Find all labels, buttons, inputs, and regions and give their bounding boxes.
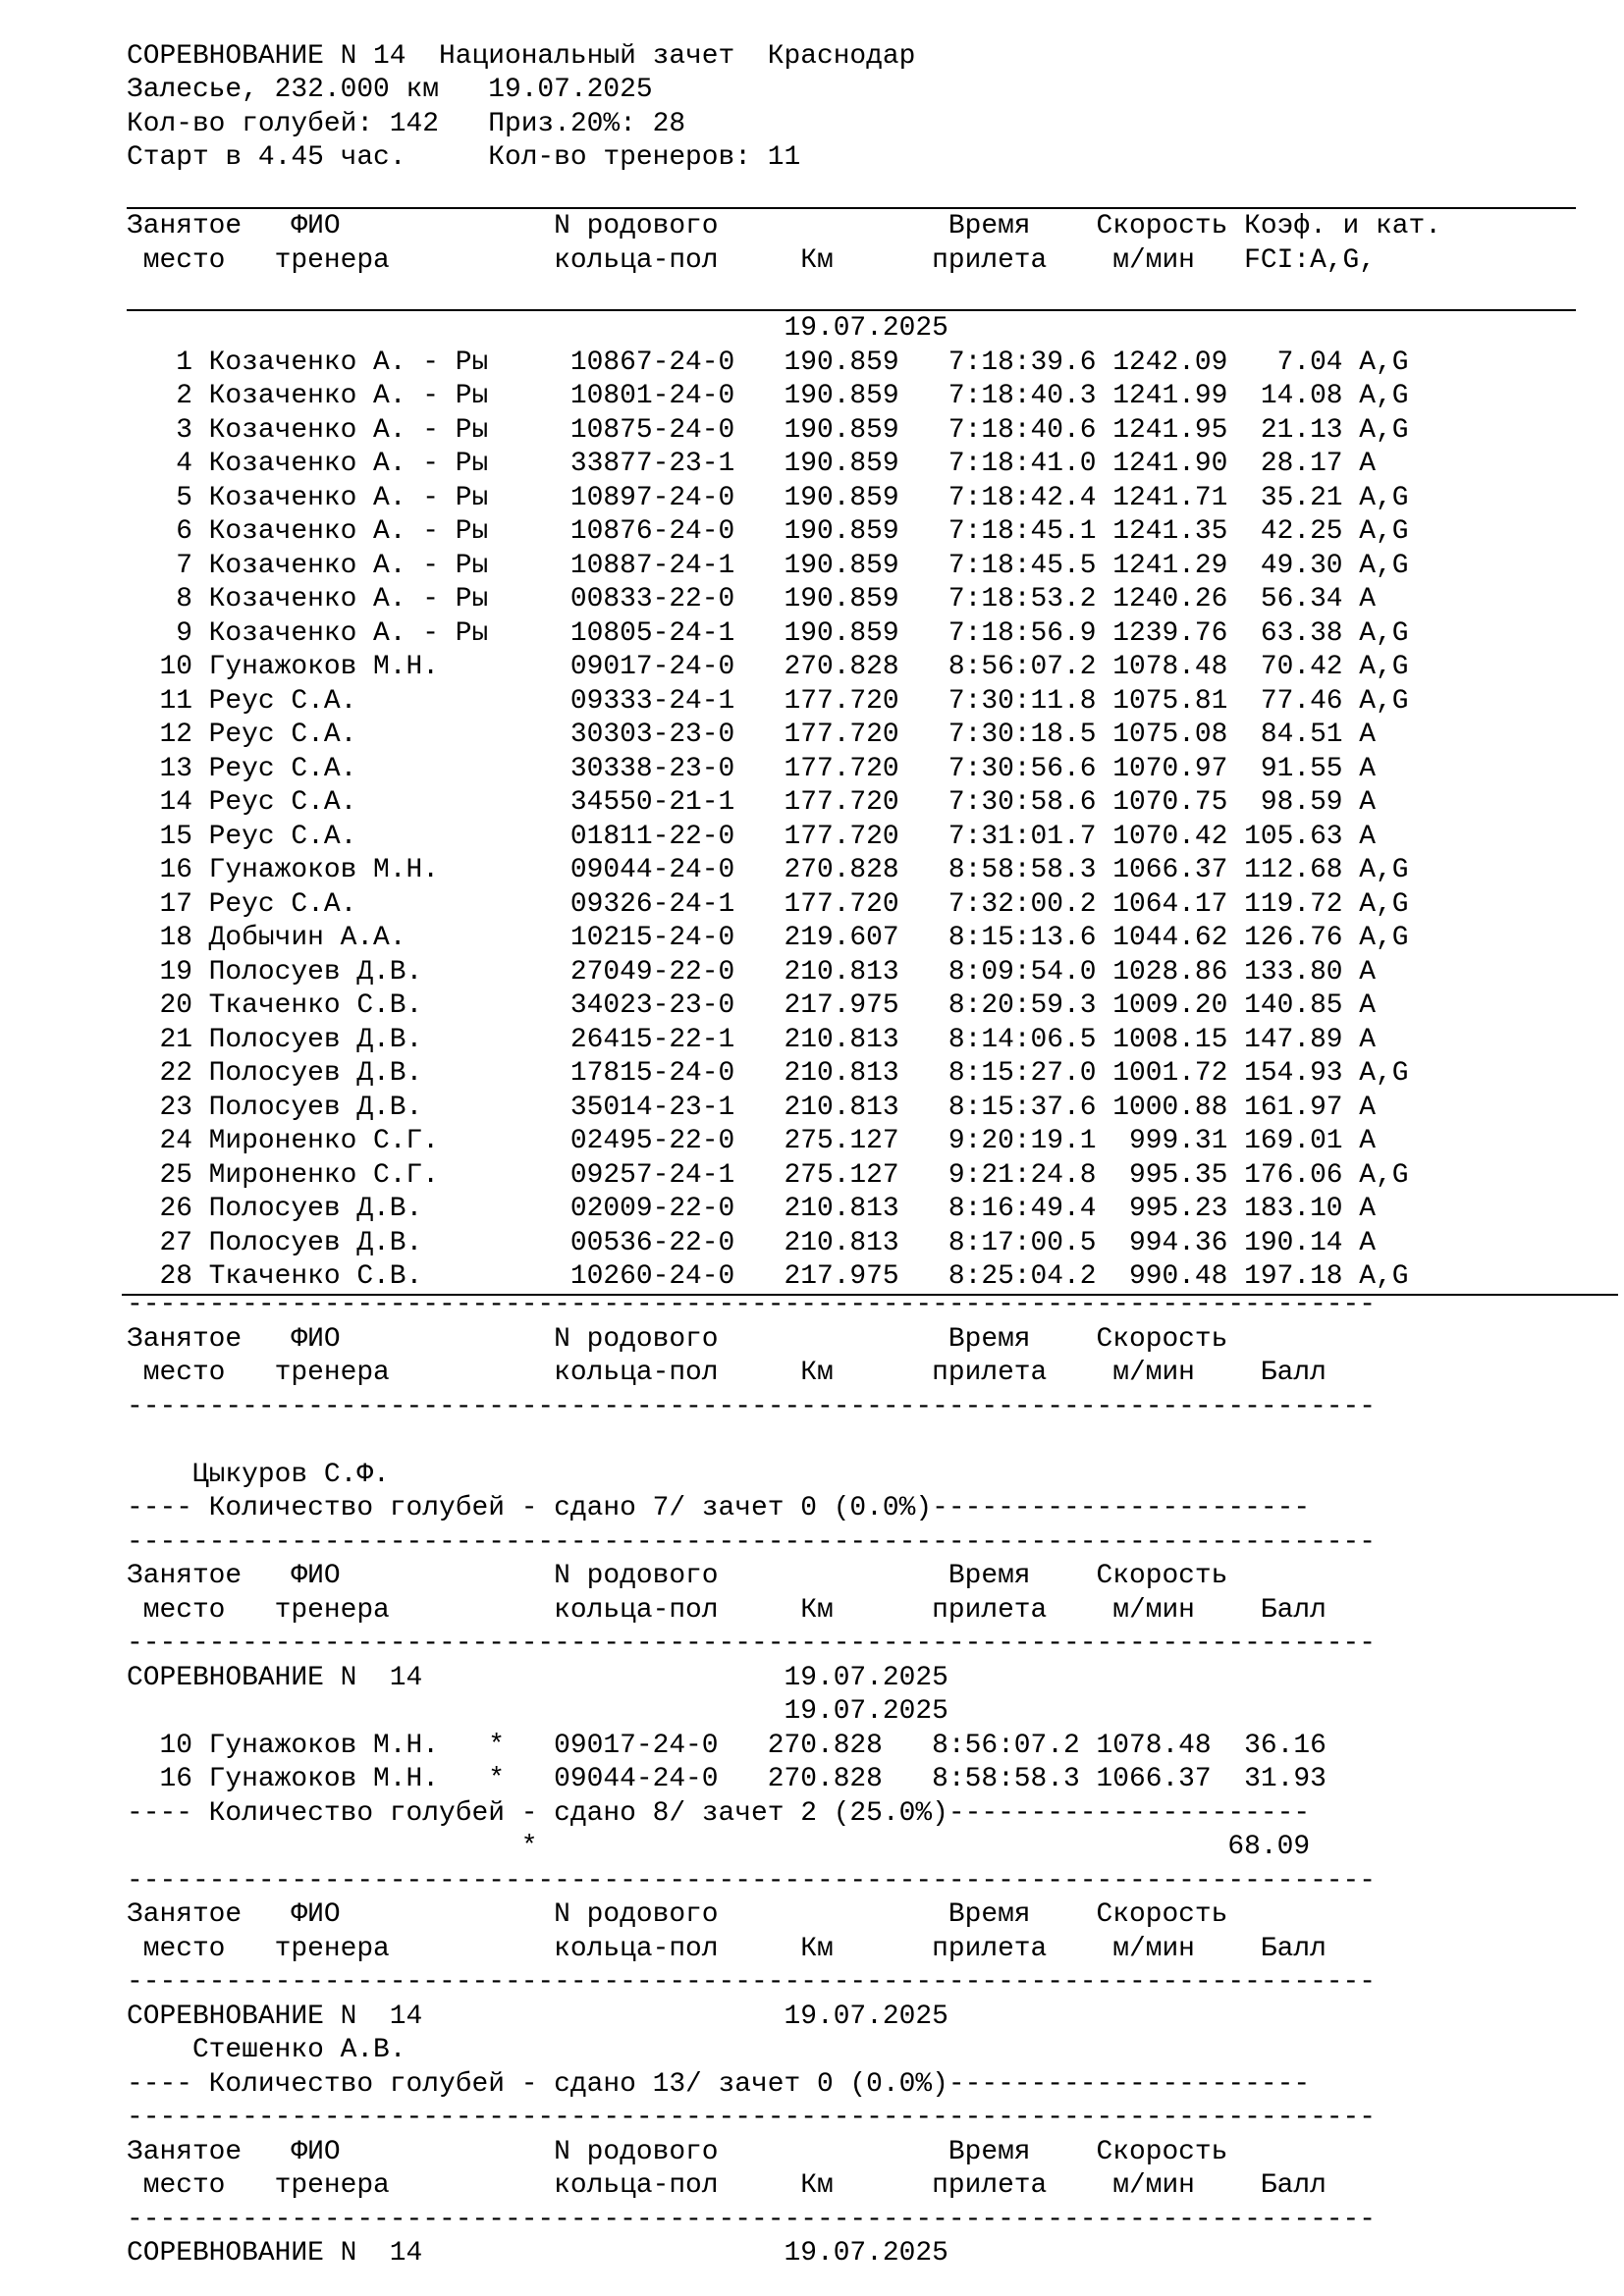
result-row: 4 Козаченко А. - Ры 33877-23-1 190.859 7:18:41.0 1241.90 28.17 A <box>127 449 1377 479</box>
result-row: 24 Мироненко С.Г. 02495-22-0 275.127 9:20:19.1 999.31 169.01 A <box>127 1126 1377 1156</box>
result-row: 6 Козаченко А. - Ры 10876-24-0 190.859 7:18:45.1 1241.35 42.25 A,G <box>127 516 1409 547</box>
result-row: 22 Полосуев Д.В. 17815-24-0 210.813 8:15:27.0 1001.72 154.93 A,G <box>127 1058 1409 1089</box>
pigeon-summary-line: ---- Количество голубей - сдано 13/ зачет 0 (0.0%)---------------------- <box>127 2069 1311 2100</box>
dash-separator: ---------------------------------------------------------------------------- <box>127 2103 1377 2133</box>
section-date: 19.07.2025 <box>127 1696 948 1727</box>
result-row: 19 Полосуев Д.В. 27049-22-0 210.813 8:09:54.0 1028.86 133.80 A <box>127 957 1377 988</box>
result-row: 8 Козаченко А. - Ры 00833-22-0 190.859 7:18:53.2 1240.26 56.34 A <box>127 584 1377 614</box>
result-row: 2 Козаченко А. - Ры 10801-24-0 190.859 7:18:40.3 1241.99 14.08 A,G <box>127 381 1409 411</box>
result-row: 23 Полосуев Д.В. 35014-23-1 210.813 8:15:37.6 1000.88 161.97 A <box>127 1093 1377 1123</box>
result-row: 17 Реус С.А. 09326-24-1 177.720 7:32:00.2 1064.17 119.72 A,G <box>127 889 1409 920</box>
release-point-line: Залесье, 232.000 км 19.07.2025 <box>127 75 653 105</box>
result-row: 11 Реус С.А. 09333-24-1 177.720 7:30:11.8 1075.81 77.46 A,G <box>127 686 1409 717</box>
pigeon-summary-line: ---- Количество голубей - сдано 8/ зачет 2 (25.0%)---------------------- <box>127 1798 1311 1829</box>
results-date: 19.07.2025 <box>127 313 948 344</box>
result-row: 28 Ткаченко С.В. 10260-24-0 217.975 8:25:04.2 990.48 197.18 A,G <box>127 1261 1409 1292</box>
header-bottom-rule <box>127 309 1576 311</box>
competition-line: СОРЕВНОВАНИЕ N 14 19.07.2025 <box>127 2002 948 2032</box>
section-column-header-1: Занятое ФИО N родового Время Скорость <box>127 1561 1228 1591</box>
section-column-header-2: место тренера кольца-пол Км прилета м/мин Балл <box>127 1358 1326 1388</box>
dash-separator: ---------------------------------------------------------------------------- <box>127 1967 1377 1998</box>
dash-separator: ---------------------------------------------------------------------------- <box>127 1290 1377 1320</box>
result-row: 7 Козаченко А. - Ры 10887-24-1 190.859 7:18:45.5 1241.29 49.30 A,G <box>127 551 1409 581</box>
result-row: 12 Реус С.А. 30303-23-0 177.720 7:30:18.5 1075.08 84.51 A <box>127 720 1377 750</box>
result-row: 5 Козаченко А. - Ры 10897-24-0 190.859 7:18:42.4 1241.71 35.21 A,G <box>127 483 1409 513</box>
result-row: 16 Гунажоков М.Н. 09044-24-0 270.828 8:58:58.3 1066.37 112.68 A,G <box>127 855 1409 885</box>
section-total: * 68.09 <box>127 1832 1311 1862</box>
result-row: 25 Мироненко С.Г. 09257-24-1 275.127 9:21:24.8 995.35 176.06 A,G <box>127 1160 1409 1191</box>
section-column-header-1: Занятое ФИО N родового Время Скорость <box>127 2137 1228 2167</box>
result-row: 15 Реус С.А. 01811-22-0 177.720 7:31:01.7 1070.42 105.63 A <box>127 822 1377 852</box>
competition-line: СОРЕВНОВАНИЕ N 14 19.07.2025 <box>127 1663 948 1693</box>
results-column-header-1: Занятое ФИО N родового Время Скорость Коэф. и кат. <box>127 211 1441 241</box>
competition-title-line: СОРЕВНОВАНИЕ N 14 Национальный зачет Краснодар <box>127 41 916 72</box>
section-column-header-2: место тренера кольца-пол Км прилета м/мин Балл <box>127 1595 1326 1626</box>
competition-line: СОРЕВНОВАНИЕ N 14 19.07.2025 <box>127 2238 948 2269</box>
header-top-rule <box>127 207 1576 209</box>
pigeon-count-line: Кол-во голубей: 142 Приз.20%: 28 <box>127 109 686 139</box>
result-row: 27 Полосуев Д.В. 00536-22-0 210.813 8:17:00.5 994.36 190.14 A <box>127 1228 1377 1258</box>
result-row: 14 Реус С.А. 34550-21-1 177.720 7:30:58.6 1070.75 98.59 A <box>127 787 1377 818</box>
dash-separator: ---------------------------------------------------------------------------- <box>127 2205 1377 2235</box>
trainer-name: Стешенко А.В. <box>127 2035 406 2065</box>
section-column-header-1: Занятое ФИО N родового Время Скорость <box>127 1324 1228 1355</box>
result-row: 13 Реус С.А. 30338-23-0 177.720 7:30:56.6 1070.97 91.55 A <box>127 754 1377 784</box>
dash-separator: ---------------------------------------------------------------------------- <box>127 1527 1377 1558</box>
result-row: 20 Ткаченко С.В. 34023-23-0 217.975 8:20:59.3 1009.20 140.85 A <box>127 990 1377 1021</box>
section-column-header-2: место тренера кольца-пол Км прилета м/мин Балл <box>127 1934 1326 1964</box>
results-column-header-2: место тренера кольца-пол Км прилета м/мин FCI:A,G, <box>127 245 1377 276</box>
section-column-header-2: место тренера кольца-пол Км прилета м/мин Балл <box>127 2170 1326 2201</box>
trainer-name: Цыкуров С.Ф. <box>127 1460 390 1490</box>
result-row: 18 Добычин А.А. 10215-24-0 219.607 8:15:13.6 1044.62 126.76 A,G <box>127 923 1409 953</box>
pigeon-summary-line: ---- Количество голубей - сдано 7/ зачет 0 (0.0%)----------------------- <box>127 1493 1311 1523</box>
result-row: 10 Гунажоков М.Н. 09017-24-0 270.828 8:56:07.2 1078.48 70.42 A,G <box>127 652 1409 682</box>
dash-separator: ---------------------------------------------------------------------------- <box>127 1392 1377 1422</box>
dash-separator: ---------------------------------------------------------------------------- <box>127 1866 1377 1896</box>
result-row: 1 Козаченко А. - Ры 10867-24-0 190.859 7:18:39.6 1242.09 7.04 A,G <box>127 347 1409 378</box>
result-row: 26 Полосуев Д.В. 02009-22-0 210.813 8:16:49.4 995.23 183.10 A <box>127 1194 1377 1224</box>
section-result-row: 16 Гунажоков М.Н. * 09044-24-0 270.828 8:58:58.3 1066.37 31.93 <box>127 1764 1326 1794</box>
result-row: 3 Козаченко А. - Ры 10875-24-0 190.859 7:18:40.6 1241.95 21.13 A,G <box>127 415 1409 446</box>
start-time-line: Старт в 4.45 час. Кол-во тренеров: 11 <box>127 142 801 173</box>
dash-separator: ---------------------------------------------------------------------------- <box>127 1629 1377 1659</box>
section-result-row: 10 Гунажоков М.Н. * 09017-24-0 270.828 8:56:07.2 1078.48 36.16 <box>127 1731 1326 1761</box>
result-row: 21 Полосуев Д.В. 26415-22-1 210.813 8:14:06.5 1008.15 147.89 A <box>127 1025 1377 1055</box>
result-row: 9 Козаченко А. - Ры 10805-24-1 190.859 7:18:56.9 1239.76 63.38 A,G <box>127 618 1409 649</box>
section-column-header-1: Занятое ФИО N родового Время Скорость <box>127 1899 1228 1930</box>
